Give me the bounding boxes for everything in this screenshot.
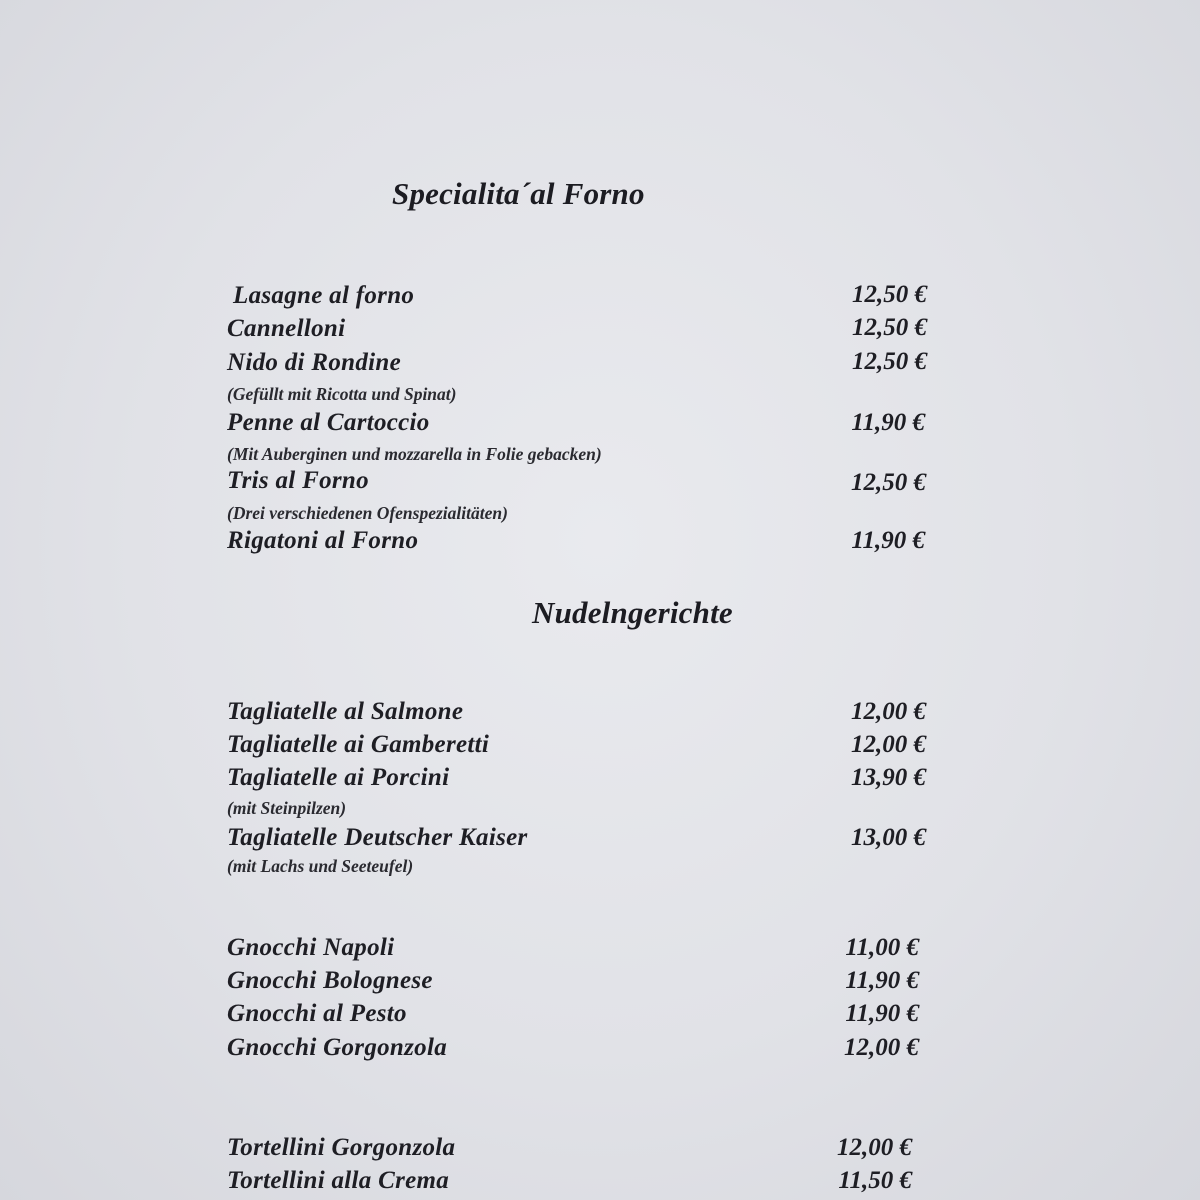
menu-item-price: 13,90 €	[851, 764, 926, 791]
menu-item-price: 11,90 €	[851, 527, 925, 554]
menu-item-price: 12,50 €	[851, 469, 926, 496]
menu-item-note: (mit Steinpilzen)	[227, 798, 347, 818]
menu-item-price: 11,90 €	[851, 409, 925, 436]
menu-item-name: Tortellini Gorgonzola	[227, 1134, 456, 1161]
menu-item-price: 12,00 €	[844, 1034, 919, 1061]
menu-item-price: 12,00 €	[837, 1134, 912, 1161]
menu-item-price: 12,50 €	[852, 314, 927, 341]
menu-item-price: 13,00 €	[851, 824, 926, 851]
menu-item-note: (Mit Auberginen und mozzarella in Folie gebacken)	[227, 444, 602, 464]
menu-item-name: Tortellini alla Crema	[227, 1167, 450, 1194]
section-title-forno: Specialita´al Forno	[392, 176, 645, 211]
menu-item-name: Penne al Cartoccio	[227, 409, 430, 436]
menu-item-name: Tagliatelle Deutscher Kaiser	[227, 824, 528, 851]
menu-item-name: Tris al Forno	[227, 467, 369, 494]
menu-item-name: Gnocchi Bolognese	[227, 967, 433, 994]
menu-item-price: 12,50 €	[852, 281, 927, 308]
section-title-nudeln: Nudelngerichte	[532, 595, 733, 630]
menu-item-price: 11,50 €	[838, 1167, 912, 1194]
menu-item-name: Gnocchi Napoli	[227, 934, 395, 961]
menu-item-name: Tagliatelle al Salmone	[227, 698, 464, 725]
menu-item-price: 11,90 €	[845, 967, 919, 994]
menu-item-price: 11,00 €	[845, 934, 919, 961]
menu-item-price: 12,50 €	[852, 348, 927, 375]
menu-item-name: Cannelloni	[227, 315, 346, 342]
menu-item-name: Gnocchi Gorgonzola	[227, 1034, 448, 1061]
menu-item-price: 11,90 €	[845, 1000, 919, 1027]
menu-item-name: Tagliatelle ai Porcini	[227, 764, 450, 791]
menu-item-note: (Gefüllt mit Ricotta und Spinat)	[227, 384, 457, 404]
menu-item-name: Nido di Rondine	[227, 349, 401, 376]
menu-item-name: Rigatoni al Forno	[227, 527, 419, 554]
menu-item-note: (mit Lachs und Seeteufel)	[227, 856, 414, 876]
menu-item-name: Tagliatelle ai Gamberetti	[227, 731, 490, 758]
menu-item-name: Lasagne al forno	[233, 282, 415, 309]
menu-item-price: 12,00 €	[851, 731, 926, 758]
menu-item-note: (Drei verschiedenen Ofenspezialitäten)	[227, 503, 508, 523]
menu-item-name: Gnocchi al Pesto	[227, 1000, 407, 1027]
menu-item-price: 12,00 €	[851, 698, 926, 725]
